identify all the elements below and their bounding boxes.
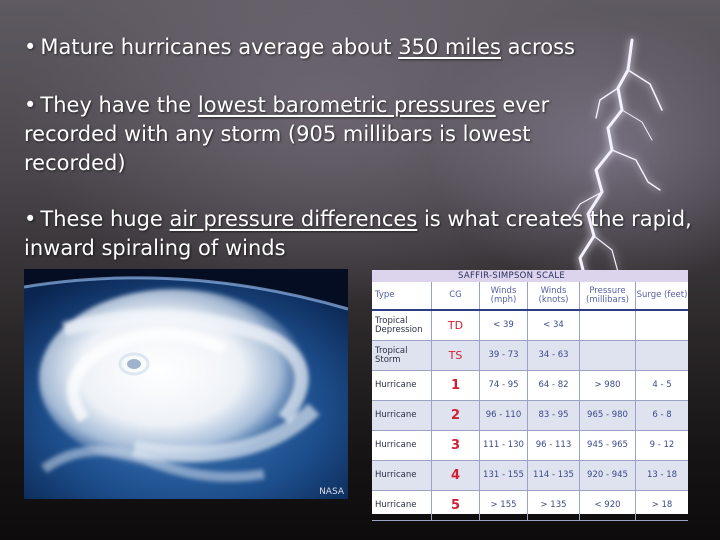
bullet-2-text-start: They have the <box>40 93 198 117</box>
cell-knots: 114 - 135 <box>528 461 580 490</box>
bullet-2-underlined-term: lowest barometric pressures <box>197 93 496 117</box>
cell-type: Hurricane <box>372 461 432 490</box>
cell-surge: 6 - 8 <box>652 410 672 420</box>
cell-pressure: < 920 <box>580 491 636 520</box>
table-header-row <box>372 282 688 311</box>
cell-pressure: 920 - 945 <box>580 461 636 490</box>
cell-type: Tropical Storm <box>372 341 432 370</box>
header-type: Type <box>372 282 432 309</box>
cell-cat: 3 <box>432 431 480 460</box>
bullet-1-text-start: Mature hurricanes average about <box>40 35 399 59</box>
table-row <box>372 371 688 401</box>
bullet-2-marker: • <box>24 93 37 117</box>
cell-mph: 39 - 73 <box>480 341 528 370</box>
bullet-1-text-end: across <box>500 35 575 59</box>
cell-type: Hurricane <box>372 491 432 520</box>
cell-knots: 34 - 63 <box>528 341 580 370</box>
header-pressure: Pressure (millibars) <box>580 282 636 309</box>
cell-type: Hurricane <box>372 371 432 400</box>
cell-mph: 74 - 95 <box>480 371 528 400</box>
cell-cat: TD <box>432 311 480 340</box>
cell-pressure: > 980 <box>580 371 636 400</box>
cell-cat: 5 <box>432 491 480 520</box>
bullet-3 <box>24 205 694 263</box>
bullet-1-marker: • <box>24 35 37 59</box>
bullet-2 <box>24 91 624 178</box>
header-surge: Surge (feet) <box>636 290 688 300</box>
cell-knots: 83 - 95 <box>528 401 580 430</box>
cell-pressure <box>580 341 636 370</box>
bullet-2-text-end: ever recorded with any storm (905 millibars is lowest recorded) <box>24 93 550 175</box>
header-category: CG <box>432 282 480 309</box>
saffir-simpson-table <box>372 270 688 514</box>
table-row <box>372 401 688 431</box>
cell-type: Hurricane <box>372 431 432 460</box>
cell-knots: 96 - 113 <box>528 431 580 460</box>
cell-pressure: 965 - 980 <box>580 401 636 430</box>
cell-surge: > 18 <box>651 500 673 510</box>
cell-mph: 111 - 130 <box>480 431 528 460</box>
cell-mph: < 39 <box>480 311 528 340</box>
bullet-3-marker: • <box>24 207 37 231</box>
hurricane-cloud-image <box>24 269 348 499</box>
photo-credit: NASA <box>319 487 344 497</box>
table-row <box>372 431 688 461</box>
bullet-3-underlined-term: air pressure differences <box>169 207 418 231</box>
header-winds-knots: Winds (knots) <box>528 282 580 309</box>
cell-cat: 1 <box>432 371 480 400</box>
header-winds-mph: Winds (mph) <box>480 282 528 309</box>
bullet-1-underlined-term: 350 miles <box>398 35 501 59</box>
cell-surge <box>636 341 688 370</box>
bullet-1 <box>24 33 684 62</box>
table-row <box>372 461 688 491</box>
cell-type: Hurricane <box>372 401 432 430</box>
table-row <box>372 491 688 521</box>
cell-type: Tropical Depression <box>372 311 432 340</box>
cell-surge: 13 - 18 <box>646 470 678 480</box>
cell-pressure: 945 - 965 <box>580 431 636 460</box>
cell-pressure <box>580 311 636 340</box>
cell-mph: > 155 <box>480 491 528 520</box>
cell-knots: 64 - 82 <box>528 371 580 400</box>
cell-knots: < 34 <box>528 311 580 340</box>
cell-surge: 4 - 5 <box>652 380 672 390</box>
table-row <box>372 311 688 341</box>
bullet-3-text-end: is what creates the rapid, inward spiraling of winds <box>24 207 692 260</box>
table-body <box>372 311 688 521</box>
bullet-3-text-start: These huge <box>40 207 170 231</box>
cell-cat: TS <box>432 341 480 370</box>
cell-surge <box>636 311 688 340</box>
cell-mph: 96 - 110 <box>480 401 528 430</box>
cell-cat: 4 <box>432 461 480 490</box>
hurricane-satellite-photo <box>24 269 348 499</box>
cell-surge: 9 - 12 <box>649 440 675 450</box>
table-row <box>372 341 688 371</box>
table-title: SAFFIR-SIMPSON SCALE <box>372 270 688 282</box>
cell-knots: > 135 <box>528 491 580 520</box>
cell-mph: 131 - 155 <box>480 461 528 490</box>
cell-cat: 2 <box>432 401 480 430</box>
